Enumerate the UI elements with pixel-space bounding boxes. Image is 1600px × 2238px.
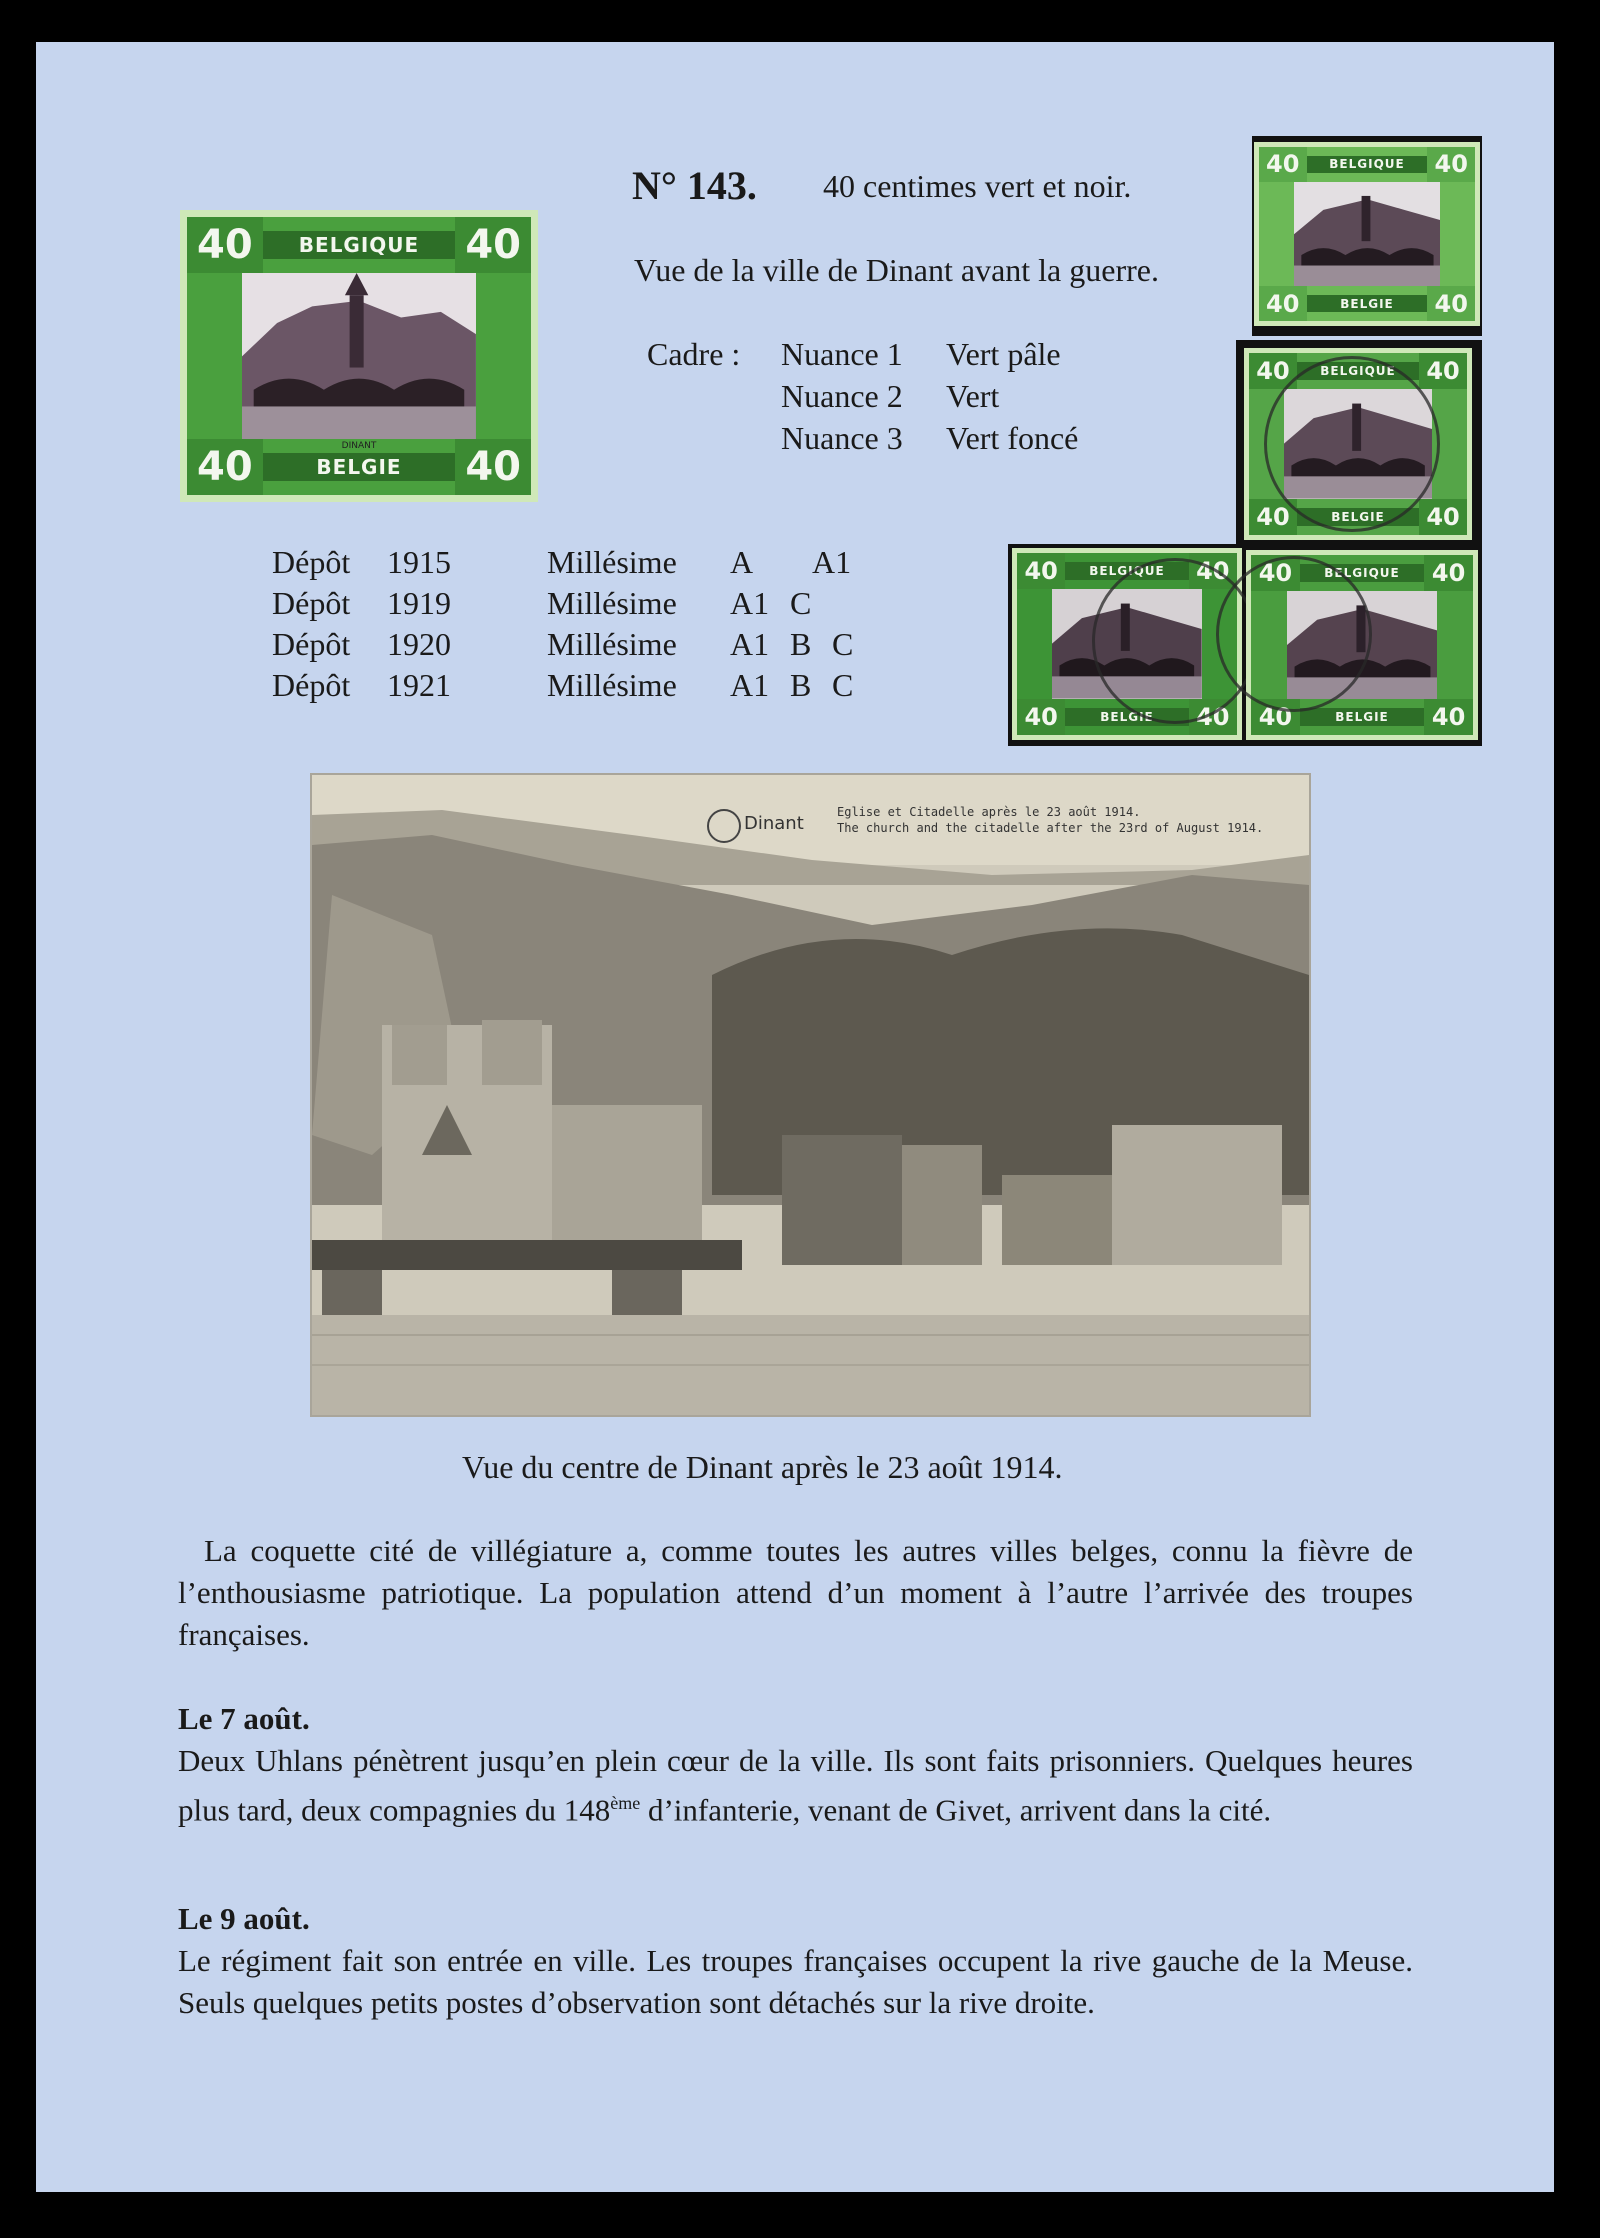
stamp-country-bottom: BELGIE <box>1297 508 1419 526</box>
millesime-letter: B <box>790 667 812 703</box>
stamp-nuance-1 <box>1254 142 1480 326</box>
section-text <box>178 1940 1413 2024</box>
section-superscript: ème <box>610 1793 641 1813</box>
stamp-value-tl: 40 <box>1249 353 1297 389</box>
stamp-large <box>180 210 538 502</box>
stamp-nuance-2 <box>1244 348 1472 540</box>
millesime-label: Millésime <box>547 626 677 662</box>
depot-year: 1921 <box>387 667 451 703</box>
stamp-value-tr: 40 <box>1419 353 1467 389</box>
stamp-country-bottom: BELGIE <box>1300 708 1424 726</box>
stamp-value-bl: 40 <box>1249 499 1297 535</box>
millesime-label: Millésime <box>547 544 677 580</box>
stamp-value-br: 40 <box>1424 699 1473 735</box>
postcard-photo <box>312 775 1309 1415</box>
millesime-letter: A1 <box>730 626 770 662</box>
stamp-value-tl: 40 <box>1259 147 1307 182</box>
millesime-letter: C <box>790 585 812 621</box>
section-text-after: d’infanterie, venant de Givet, arrivent dans la cité. <box>640 1792 1272 1828</box>
millesime-letter: A1 <box>730 585 770 621</box>
nuance-color: Vert foncé <box>946 420 1079 456</box>
intro-text: La coquette cité de villégiature a, comme toutes les autres villes belges, connu la fièvre de l’enthousiasme patriotique. La population attend d’un moment à l’autre l’arrivée des troupes françaises. <box>178 1533 1413 1652</box>
millesime-label: Millésime <box>547 585 677 621</box>
nuance-name: Nuance 1 <box>781 336 903 372</box>
stamp-nuance-3a <box>1012 548 1242 740</box>
postcard-caption-fr: Eglise et Citadelle après le 23 août 1914. <box>837 805 1141 819</box>
stamp-value-tr: 40 <box>1189 553 1237 589</box>
section-9-aout <box>178 1898 1413 2024</box>
millesime-letter: C <box>832 626 854 662</box>
stamp-value-tl: 40 <box>1017 553 1065 589</box>
stamp-value-bl: 40 <box>187 439 263 495</box>
stamp-frame <box>187 217 531 495</box>
nuance-color: Vert pâle <box>946 336 1061 372</box>
stamp-value-bl: 40 <box>1259 286 1307 321</box>
stamp-value-br: 40 <box>1427 286 1475 321</box>
millesime-letter: A1 <box>730 667 770 703</box>
stamp-description: 40 centimes vert et noir. <box>823 168 1132 204</box>
stamp-country-top: BELGIQUE <box>263 231 456 259</box>
nuance-row <box>781 420 1141 460</box>
section-text <box>178 1740 1413 1831</box>
nuance-color: Vert <box>946 378 1000 414</box>
stamp-value-br: 40 <box>455 439 531 495</box>
stamp-country-bottom: BELGIE <box>263 453 456 481</box>
depot-label: Dépôt <box>272 626 351 662</box>
intro-paragraph <box>178 1530 1413 1656</box>
depot-label: Dépôt <box>272 585 351 621</box>
depot-year: 1920 <box>387 626 451 662</box>
stamp-value-br: 40 <box>1189 699 1237 735</box>
depot-label: Dépôt <box>272 667 351 703</box>
depot-label: Dépôt <box>272 544 351 580</box>
stamp-country-top: BELGIQUE <box>1065 562 1188 580</box>
section-text-before: Deux Uhlans pénètrent jusqu’en plein cœur de la ville. Ils sont faits prisonniers. Quelques heures plus tard, deux compagnies du 148 <box>178 1743 1413 1828</box>
stamp-country-top: BELGIQUE <box>1307 156 1428 173</box>
postmark <box>1264 356 1440 532</box>
millesime-label: Millésime <box>547 667 677 703</box>
depot-row <box>272 626 872 666</box>
depot-row <box>272 585 872 625</box>
stamp-value-tl: 40 <box>1251 555 1300 591</box>
stamp-number: N° 143. <box>632 163 757 208</box>
depot-year: 1915 <box>387 544 451 580</box>
stamp-value-bl: 40 <box>1251 699 1300 735</box>
depot-row <box>272 544 872 584</box>
stamp-value-tr: 40 <box>1424 555 1473 591</box>
nuance-name: Nuance 2 <box>781 378 903 414</box>
stamp-country-top: BELGIQUE <box>1300 564 1424 582</box>
stamp-country-bottom: BELGIE <box>1307 295 1428 312</box>
postcard-image <box>312 775 1309 1415</box>
publisher-logo-icon <box>707 809 741 843</box>
millesime-letter: A1 <box>812 544 852 580</box>
stamp-nuance-3b <box>1246 550 1478 740</box>
depot-row <box>272 667 872 707</box>
stamp-value-tr: 40 <box>1427 147 1475 182</box>
stamp-subtitle: Vue de la ville de Dinant avant la guerre. <box>634 252 1159 288</box>
postcard-description: Vue du centre de Dinant après le 23 août 1914. <box>462 1449 1063 1485</box>
nuance-row <box>781 378 1141 418</box>
postmark <box>1216 556 1372 712</box>
section-7-aout <box>178 1698 1413 1831</box>
section-heading: Le 9 août. <box>178 1901 310 1936</box>
stamp-vignette <box>242 273 476 440</box>
stamp-value-tr: 40 <box>455 217 531 273</box>
stamp-place: DINANT <box>341 440 377 451</box>
postcard-brand: Dinant <box>744 813 804 834</box>
nuance-row <box>781 336 1141 376</box>
nuance-name: Nuance 3 <box>781 420 903 456</box>
section-text-before: Le régiment fait son entrée en ville. Les troupes françaises occupent la rive gauche de la Meuse. Seuls quelques petits postes d’observation sont détachés sur la rive droite. <box>178 1943 1413 2020</box>
cadre-label: Cadre : <box>647 336 741 372</box>
stamp-value-bl: 40 <box>1017 699 1065 735</box>
postcard-caption-en: The church and the citadelle after the 23rd of August 1914. <box>837 821 1264 835</box>
depot-year: 1919 <box>387 585 451 621</box>
stamp-country-top: BELGIQUE <box>1297 362 1419 380</box>
stamp-country-bottom: BELGIE <box>1065 708 1188 726</box>
millesime-letter: A <box>730 544 754 580</box>
stamp-vignette <box>1294 182 1441 286</box>
millesime-letter: C <box>832 667 854 703</box>
millesime-letter: B <box>790 626 812 662</box>
section-heading: Le 7 août. <box>178 1701 310 1736</box>
stamp-value-tl: 40 <box>187 217 263 273</box>
stamp-frame <box>1259 147 1475 321</box>
stamp-value-br: 40 <box>1419 499 1467 535</box>
